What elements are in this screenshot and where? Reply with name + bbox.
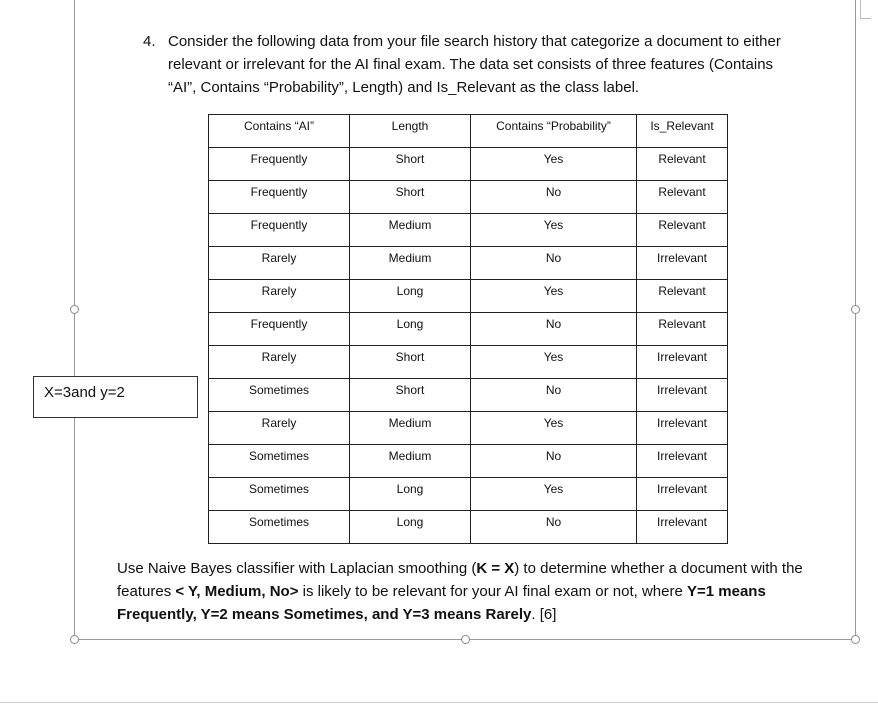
cell-probability: Yes — [471, 148, 637, 181]
table-row — [209, 313, 728, 346]
instruction-text-2: ) to determine whether a document with the features — [117, 560, 803, 600]
instruction-text-3: is likely to be relevant for your AI final exam or not, where — [298, 583, 687, 600]
table-row — [209, 280, 728, 313]
cell-ai: Sometimes — [209, 511, 350, 544]
cell-ai: Frequently — [209, 214, 350, 247]
cell-relevant: Irrelevant — [637, 511, 728, 544]
cell-relevant: Relevant — [637, 148, 728, 181]
frame-right-line — [855, 0, 856, 640]
instruction-bold-mapping: Y=1 means Frequently, Y=2 means Sometimes, and Y=3 means Rarely — [117, 583, 766, 623]
cell-relevant: Irrelevant — [637, 445, 728, 478]
cell-probability: Yes — [471, 346, 637, 379]
frame-left-line — [74, 0, 75, 640]
header-contains-ai: Contains “AI” — [209, 115, 350, 148]
cell-ai: Frequently — [209, 313, 350, 346]
cell-ai: Rarely — [209, 280, 350, 313]
resize-handle-left[interactable] — [70, 305, 79, 314]
cell-ai: Rarely — [209, 412, 350, 445]
instruction-text-1: Use Naive Bayes classifier with Laplacian smoothing ( — [117, 560, 477, 577]
cell-probability: No — [471, 181, 637, 214]
cell-length: Long — [350, 280, 471, 313]
resize-handle-bottom-right[interactable] — [851, 635, 860, 644]
cell-ai: Sometimes — [209, 445, 350, 478]
cell-probability: Yes — [471, 478, 637, 511]
question-number: 4. — [143, 33, 156, 50]
question-block — [143, 30, 803, 99]
cell-length: Medium — [350, 214, 471, 247]
cell-relevant: Irrelevant — [637, 478, 728, 511]
cell-length: Short — [350, 346, 471, 379]
annotation-textbox[interactable]: X=3and y=2 — [33, 376, 198, 418]
question-text: Consider the following data from your file search history that categorize a document to either relevant or irrelevant for the AI final exam. The data set consists of three features (Contains “AI”, Contains “Probability”, Length) and Is_Relevant as the class label. — [168, 33, 781, 96]
header-is-relevant: Is_Relevant — [637, 115, 728, 148]
cell-probability: No — [471, 247, 637, 280]
cell-length: Short — [350, 181, 471, 214]
resize-handle-bottom[interactable] — [461, 635, 470, 644]
cell-length: Short — [350, 379, 471, 412]
resize-handle-bottom-left[interactable] — [70, 635, 79, 644]
cell-probability: No — [471, 445, 637, 478]
cell-length: Medium — [350, 247, 471, 280]
table-header-row — [209, 115, 728, 148]
cell-relevant: Relevant — [637, 313, 728, 346]
cell-probability: Yes — [471, 412, 637, 445]
table-row — [209, 214, 728, 247]
cell-ai: Rarely — [209, 247, 350, 280]
cell-length: Medium — [350, 412, 471, 445]
frame-corner — [860, 0, 871, 19]
table-row — [209, 247, 728, 280]
cell-relevant: Irrelevant — [637, 346, 728, 379]
cell-probability: Yes — [471, 214, 637, 247]
cell-probability: No — [471, 379, 637, 412]
cell-relevant: Relevant — [637, 280, 728, 313]
header-contains-probability: Contains “Probability” — [471, 115, 637, 148]
cell-length: Long — [350, 478, 471, 511]
cell-relevant: Relevant — [637, 214, 728, 247]
header-length: Length — [350, 115, 471, 148]
page-bottom-line — [0, 702, 878, 703]
resize-handle-right[interactable] — [851, 305, 860, 314]
cell-ai: Frequently — [209, 148, 350, 181]
table-row — [209, 181, 728, 214]
cell-relevant: Irrelevant — [637, 379, 728, 412]
cell-ai: Sometimes — [209, 379, 350, 412]
cell-length: Long — [350, 511, 471, 544]
cell-relevant: Irrelevant — [637, 247, 728, 280]
cell-length: Short — [350, 148, 471, 181]
cell-relevant: Relevant — [637, 181, 728, 214]
cell-probability: No — [471, 511, 637, 544]
table-row — [209, 379, 728, 412]
cell-probability: Yes — [471, 280, 637, 313]
instruction-text-4: . [6] — [531, 606, 557, 623]
cell-length: Medium — [350, 445, 471, 478]
instruction-bold-features: < Y, Medium, No> — [175, 583, 299, 600]
cell-ai: Frequently — [209, 181, 350, 214]
instruction-paragraph — [117, 557, 822, 626]
table-row — [209, 478, 728, 511]
data-table — [208, 114, 728, 544]
cell-relevant: Irrelevant — [637, 412, 728, 445]
cell-ai: Rarely — [209, 346, 350, 379]
cell-length: Long — [350, 313, 471, 346]
table-row — [209, 412, 728, 445]
table-row — [209, 511, 728, 544]
instruction-bold-k: K = X — [476, 560, 515, 577]
cell-probability: No — [471, 313, 637, 346]
cell-ai: Sometimes — [209, 478, 350, 511]
table-row — [209, 346, 728, 379]
table-row — [209, 148, 728, 181]
table-row — [209, 445, 728, 478]
